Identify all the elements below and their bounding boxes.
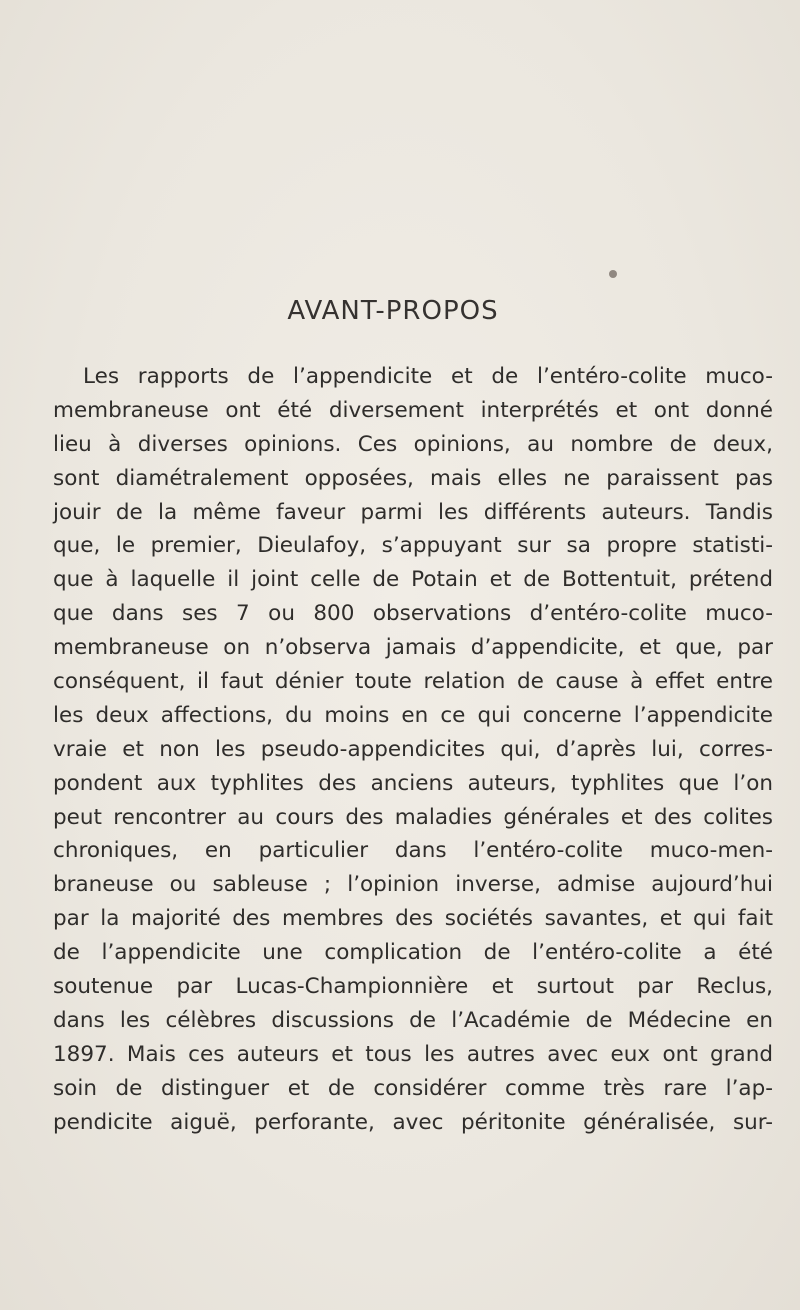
text-line: vraie et non les pseudo-appendicites qui, d’après lui, corres- (53, 736, 773, 762)
text-line: chroniques, en particulier dans l’entéro-colite muco-men- (53, 838, 773, 864)
text-line: pondent aux typhlites des anciens auteurs, typhlites que l’on (53, 770, 773, 796)
body-text (53, 360, 773, 1139)
text-line: 1897. Mais ces auteurs et tous les autres avec eux ont grand (53, 1041, 773, 1067)
text-line: membraneuse on n’observa jamais d’appendicite, et que, par (53, 635, 773, 661)
text-line: que dans ses 7 ou 800 observations d’entéro-colite muco- (53, 601, 773, 627)
text-line: peut rencontrer au cours des maladies générales et des colites (53, 804, 773, 830)
text-line: sont diamétralement opposées, mais elles ne paraissent pas (53, 465, 773, 491)
text-line: membraneuse ont été diversement interprétés et ont donné (53, 397, 773, 423)
text-line: que à laquelle il joint celle de Potain et de Bottentuit, prétend (53, 567, 773, 593)
text-line: les deux affections, du moins en ce qui concerne l’appendicite (53, 702, 773, 728)
text-line: braneuse ou sableuse ; l’opinion inverse, admise aujourd’hui (53, 872, 773, 898)
text-line: pendicite aiguë, perforante, avec péritonite généralisée, sur- (53, 1109, 773, 1135)
text-line: conséquent, il faut dénier toute relation de cause à effet entre (53, 669, 773, 695)
text-line: jouir de la même faveur parmi les différents auteurs. Tandis (53, 499, 773, 525)
ink-speck (609, 270, 617, 278)
text-line: soutenue par Lucas-Championnière et surtout par Reclus, (53, 974, 773, 1000)
text-line: lieu à diverses opinions. Ces opinions, au nombre de deux, (53, 431, 773, 457)
text-line: que, le premier, Dieulafoy, s’appuyant sur sa propre statisti- (53, 533, 773, 559)
chapter-heading: AVANT-PROPOS (287, 296, 499, 326)
text-line: dans les célèbres discussions de l’Académie de Médecine en (53, 1007, 773, 1033)
text-line: soin de distinguer et de considérer comme très rare l’ap- (53, 1075, 773, 1101)
text-line: de l’appendicite une complication de l’entéro-colite a été (53, 940, 773, 966)
text-line: par la majorité des membres des sociétés savantes, et qui fait (53, 906, 773, 932)
text-line: Les rapports de l’appendicite et de l’entéro-colite muco- (83, 364, 773, 389)
